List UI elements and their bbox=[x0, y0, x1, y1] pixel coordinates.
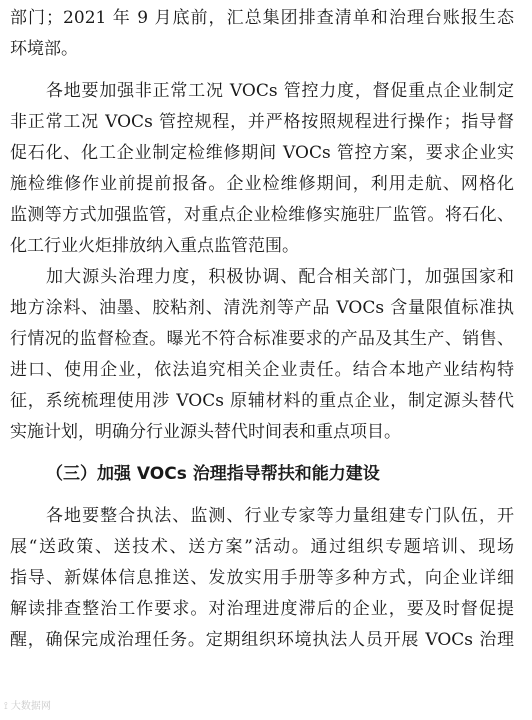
text-line: 解读排查整治工作要求。对治理进度滞后的企业，要及时督促提 bbox=[10, 599, 514, 619]
text-line: 环境部。 bbox=[10, 39, 78, 59]
text-line: 施检维修作业前提前报备。企业检维修期间，利用走航、网格化 bbox=[10, 174, 514, 194]
text-line: 监测等方式加强监管，对重点企业检维修实施驻厂监管。将石化、 bbox=[10, 205, 514, 225]
text-line: 进口、使用企业，依法追究相关企业责任。结合本地产业结构特 bbox=[10, 360, 514, 380]
text-line: 指导、新媒体信息推送、发放实用手册等多种方式，向企业详细 bbox=[10, 568, 514, 588]
text-line: 促石化、化工企业制定检维修期间 VOCs 管控方案，要求企业实 bbox=[10, 143, 514, 163]
text-line: 各地要整合执法、监测、行业专家等力量组建专门队伍，开 bbox=[46, 506, 514, 526]
text-line: 展“送政策、送技术、送方案”活动。通过组织专题培训、现场 bbox=[10, 537, 514, 557]
text-line: 加大源头治理力度，积极协调、配合相关部门，加强国家和 bbox=[46, 267, 514, 287]
text-line: 化工行业火炬排放纳入重点监管范围。 bbox=[10, 236, 299, 256]
text-line: 征，系统梳理使用涉 VOCs 原辅材料的重点企业，制定源头替代 bbox=[10, 391, 514, 411]
section-heading: （三）加强 VOCs 治理指导帮扶和能力建设 bbox=[46, 464, 380, 484]
text-line: 部门；2021 年 9 月底前，汇总集团排查清单和治理台账报生态 bbox=[10, 8, 514, 28]
watermark: ⟟ 大数据网 bbox=[4, 701, 51, 712]
text-line: 各地要加强非正常工况 VOCs 管控力度，督促重点企业制定 bbox=[46, 81, 514, 101]
text-line: 醒，确保完成治理任务。定期组织环境执法人员开展 VOCs 治理 bbox=[10, 630, 514, 650]
text-line: 行情况的监督检查。曝光不符合标准要求的产品及其生产、销售、 bbox=[10, 329, 514, 349]
text-line: 地方涂料、油墨、胶粘剂、清洗剂等产品 VOCs 含量限值标准执 bbox=[10, 298, 514, 318]
text-line: 非正常工况 VOCs 管控规程，并严格按照规程进行操作；指导督 bbox=[10, 112, 514, 132]
text-line: 实施计划，明确分行业源头替代时间表和重点项目。 bbox=[10, 422, 401, 442]
